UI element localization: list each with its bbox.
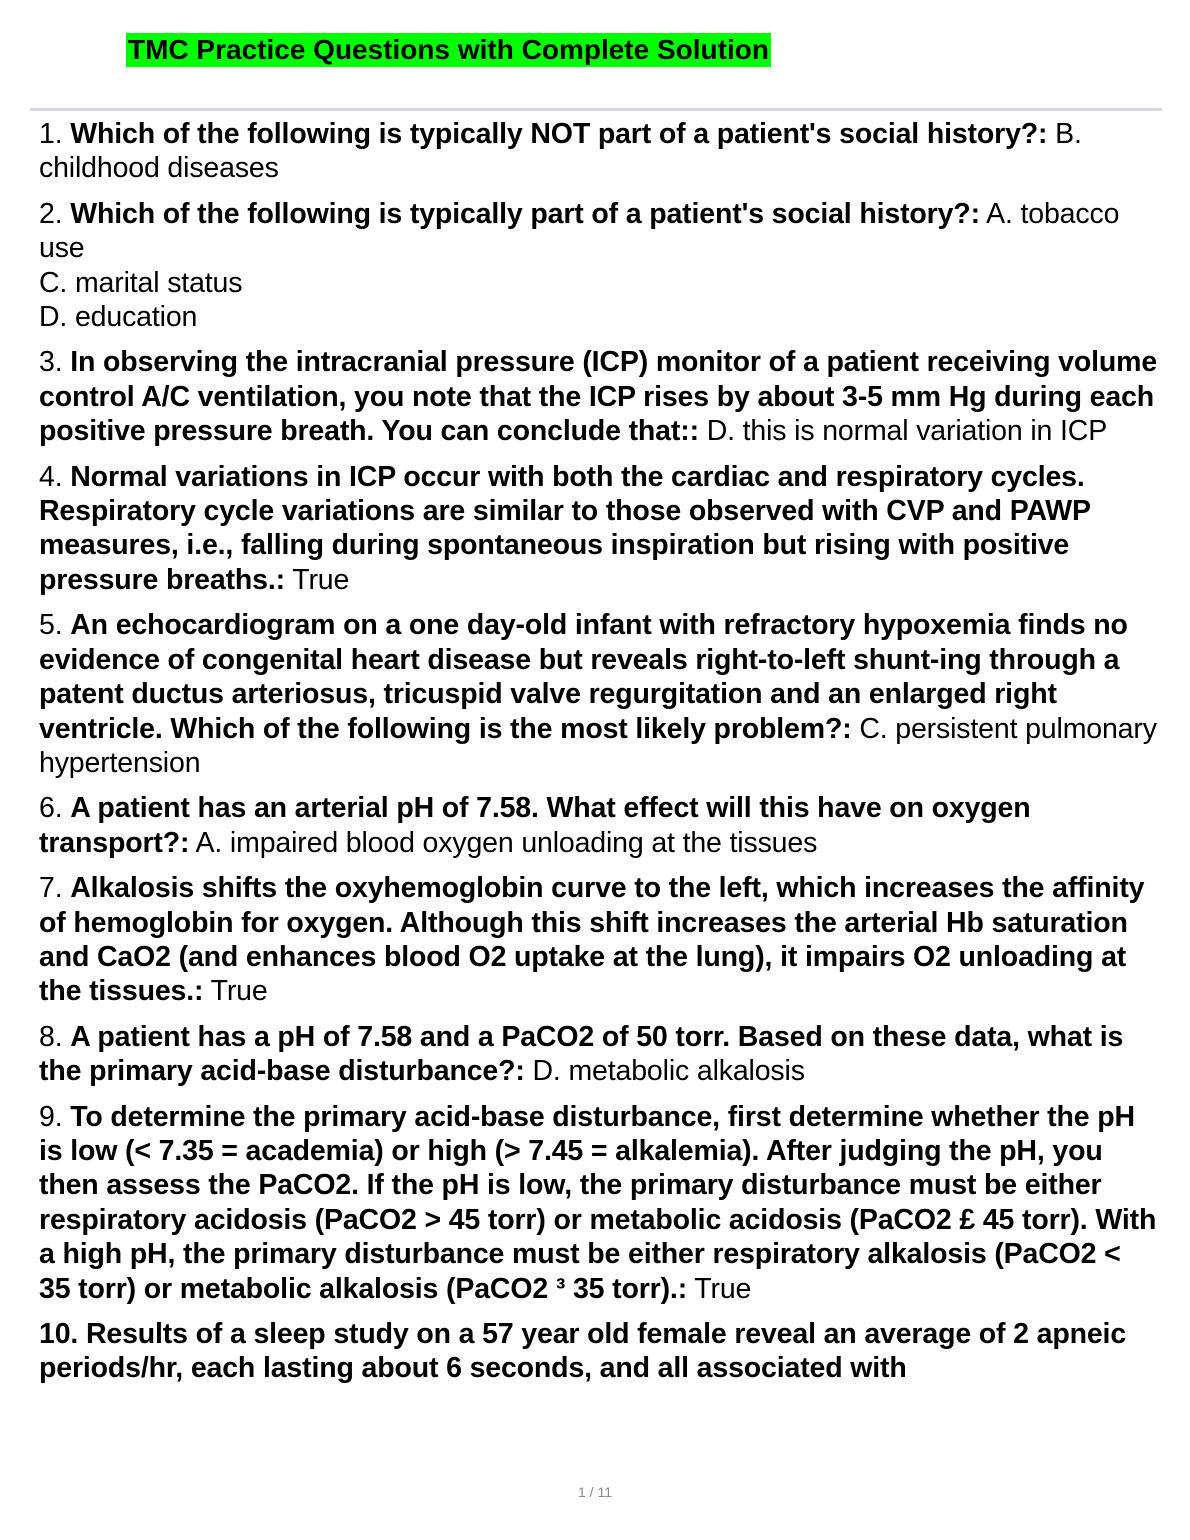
- question-item: [39, 117, 1159, 186]
- question-item: [39, 1317, 1159, 1386]
- title-container: [126, 33, 771, 67]
- answer-text: A. impaired blood oxygen unloading at the tissues: [189, 826, 818, 859]
- question-number: 10.: [39, 1318, 86, 1350]
- answer-text: A. tobacco use: [39, 197, 1120, 265]
- question-item: [39, 1100, 1159, 1306]
- question-text: A patient has an arterial pH of 7.58. What effect will this have on oxygen transport?:: [39, 792, 1031, 859]
- question-item: [39, 460, 1159, 598]
- question-text: A patient has a pH of 7.58 and a PaCO2 of 50 torr. Based on these data, what is the primary acid-base disturbance?:: [39, 1020, 1124, 1088]
- question-item: [39, 197, 1159, 335]
- question-text: Alkalosis shifts the oxyhemoglobin curve to the left, which increases the affinity of hemoglobin for oxygen. Although this shift increases the arterial Hb saturation and CaO2 (and enhances blood O2 uptake at the lung), it impairs O2 unloading at the tissues.:: [39, 872, 1145, 1008]
- answer-text: D. this is normal variation in ICP: [698, 415, 1108, 448]
- question-list: [39, 117, 1159, 1397]
- answer-text: D. metabolic alkalosis: [524, 1055, 805, 1088]
- question-number: 3.: [39, 346, 71, 379]
- question-text: In observing the intracranial pressure (ICP) monitor of a patient receiving volume control A/C ventilation, you note that the ICP rises by about 3-5 mm Hg during each positive pressure breath. You can conclude that::: [39, 346, 1158, 448]
- answer-text: True: [284, 563, 350, 596]
- answer-text: C. persistent pulmonary hypertension: [39, 712, 1157, 779]
- question-text: An echocardiogram on a one day-old infant with refractory hypoxemia finds no evidence of congenital heart disease but reveals right-to-left shunt-ing through a patent ductus arteriosus, tricuspid valve regurgitation and an enlarged right ventricle. Which of the following is the most likely problem?:: [39, 609, 1128, 745]
- question-number: 1.: [39, 118, 71, 150]
- page-indicator: 1 / 11: [578, 1484, 612, 1500]
- answer-option: D. education: [39, 301, 198, 334]
- question-item: [39, 608, 1159, 780]
- question-item: [39, 1020, 1159, 1089]
- header-divider: [30, 108, 1162, 111]
- question-number: 9.: [39, 1100, 71, 1133]
- question-number: 7.: [39, 872, 71, 905]
- question-item: [39, 791, 1159, 860]
- question-text: Normal variations in ICP occur with both the cardiac and respiratory cycles. Respiratory cycle variations are similar to those observed with CVP and PAWP measures, i.e., falling during spontaneous inspiration but rising with positive pressure breaths.:: [39, 460, 1091, 596]
- question-number: 2.: [39, 197, 71, 230]
- question-number: 6.: [39, 792, 71, 825]
- answer-text: True: [203, 975, 268, 1008]
- question-number: 8.: [39, 1020, 71, 1053]
- answer-text: B. childhood diseases: [39, 118, 1082, 185]
- question-item: [39, 345, 1159, 448]
- question-item: [39, 871, 1159, 1009]
- question-text: Which of the following is typically part of a patient's social history?:: [70, 197, 980, 230]
- document-title: TMC Practice Questions with Complete Solution: [128, 34, 769, 65]
- question-number: 4.: [39, 460, 71, 493]
- question-text: Results of a sleep study on a 57 year old female reveal an average of 2 apneic periods/hr, each lasting about 6 seconds, and all associated with: [39, 1318, 1127, 1385]
- answer-option: C. marital status: [39, 266, 243, 299]
- answer-text: True: [687, 1272, 752, 1305]
- question-text: Which of the following is typically NOT part of a patient's social history?:: [70, 118, 1048, 150]
- question-text: To determine the primary acid-base disturbance, first determine whether the pH is low (< 7.35 = academia) or high (> 7.45 = alkalemia). After judging the pH, you then assess the PaCO2. If the pH is low, the primary disturbance must be either respiratory acidosis (PaCO2 > 45 torr) or metabolic acidosis (PaCO2 £ 45 torr). With a high pH, the primary disturbance must be either respiratory alkalosis (PaCO2 < 35 torr) or metabolic alkalosis (PaCO2 ³ 35 torr).:: [39, 1100, 1157, 1305]
- question-number: 5.: [39, 609, 71, 642]
